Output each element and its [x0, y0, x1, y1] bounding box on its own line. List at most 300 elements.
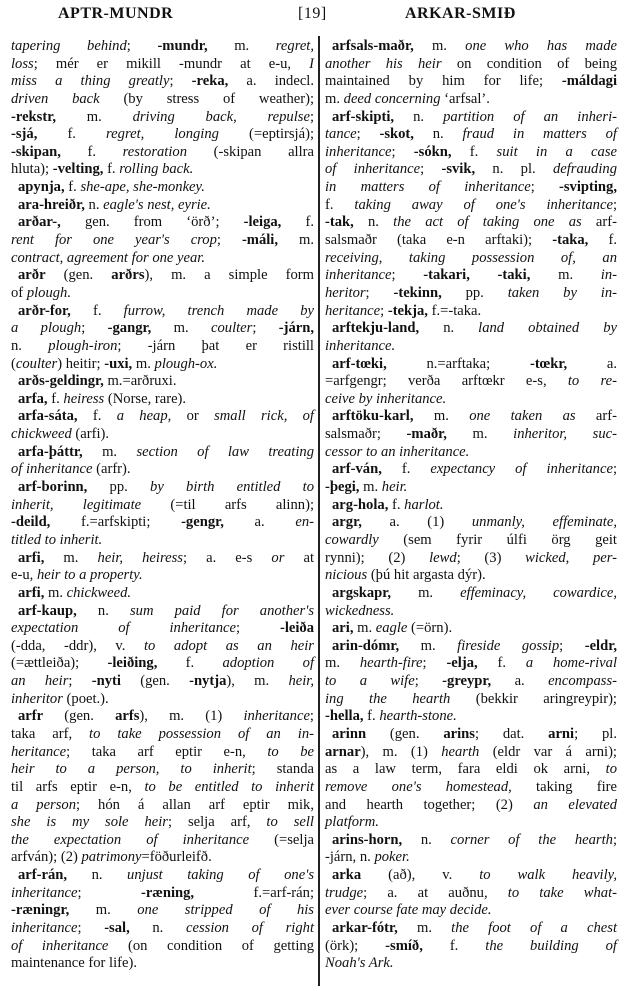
headword: arf-skipti, [332, 108, 395, 125]
plain-text: (arfr). [92, 461, 131, 478]
entry-line [325, 603, 617, 621]
dictionary-entry [11, 585, 314, 603]
headword: -tekja, [387, 302, 428, 319]
headword: -gangr, [107, 320, 152, 337]
definition-text: heritor [325, 284, 366, 301]
definition-text: the building of [485, 937, 617, 954]
plain-text: (gen. [366, 725, 444, 742]
plain-text: n. [67, 867, 128, 884]
dictionary-entry [325, 497, 617, 515]
headword: arg-hola, [332, 496, 389, 513]
headword: arf-ván, [332, 461, 382, 478]
plain-text: n. [11, 337, 49, 354]
definition-text: tapering behind [11, 38, 127, 54]
plain-text: f. [477, 655, 526, 672]
definition-text: an heir [11, 673, 69, 690]
definition-text: heiress [63, 390, 105, 407]
plain-text: n.=arftaka; [386, 355, 530, 372]
entry-line [325, 91, 617, 109]
definition-text: to sell [266, 814, 314, 831]
plain-text: -járn, n. [325, 849, 375, 866]
plain-text: salsmaðr; [325, 426, 407, 443]
plain-text: f. [70, 302, 124, 319]
definition-text: furrow, trench made by [123, 302, 314, 319]
plain-text: salsmaðr (taka e-n arftaki); [325, 232, 553, 249]
headword: -elja, [446, 655, 478, 672]
plain-text: ; [252, 320, 279, 337]
definition-text: inheritance [11, 884, 78, 901]
entry-line [325, 849, 617, 867]
plain-text: f.=arf-rán; [194, 884, 314, 901]
entry-line [11, 832, 314, 850]
definition-text: she is my sole heir [11, 814, 168, 831]
entry-line [11, 285, 314, 303]
dictionary-entry [325, 356, 617, 409]
definition-text: plough-ox. [154, 355, 218, 372]
entry-line [325, 691, 617, 709]
dictionary-entry [325, 408, 617, 461]
definition-text: wickedness. [325, 602, 395, 619]
entry-line [325, 161, 617, 179]
plain-text: gen. from ‘örð’; [60, 214, 244, 231]
plain-text: f. [422, 937, 486, 954]
definition-text: or [271, 549, 285, 566]
plain-text: a. [223, 514, 296, 531]
entry-line [11, 550, 314, 568]
dictionary-entry [11, 708, 314, 867]
headword: arnar [325, 743, 361, 760]
definition-text: fraud in matters of [462, 126, 617, 143]
entry-line [11, 691, 314, 709]
plain-text: m.=arðruxi. [103, 373, 177, 390]
definition-text: heir to a property. [36, 567, 143, 584]
plain-text: ; mér er mikill -mundr at e-u, [33, 55, 310, 72]
definition-text: unjust taking of one's [127, 867, 314, 884]
plain-text: ; pl. [574, 725, 617, 742]
headword: argr, [332, 514, 362, 531]
definition-text: eagle's nest, eyrie. [103, 196, 211, 213]
headword: arfa-þáttr, [18, 443, 83, 460]
headword: -sókn, [413, 143, 452, 160]
plain-text: (on condition of getting [108, 937, 314, 954]
definition-text: en- [295, 514, 314, 531]
entry-line [325, 620, 617, 638]
plain-text: m. [278, 232, 314, 249]
plain-text: (=örn). [407, 620, 453, 637]
plain-text: arfván); (2) [11, 849, 82, 866]
definition-text: inheritance [11, 920, 78, 937]
plain-text: m. [44, 584, 67, 601]
headword: arftöku-karl, [332, 408, 414, 425]
definition-text: coulter [211, 320, 253, 337]
entry-line [11, 144, 314, 162]
plain-text: f. [325, 196, 355, 213]
headword: -greypr, [442, 673, 492, 690]
entry-line [11, 867, 314, 885]
left-column [11, 38, 314, 973]
plain-text: m. [151, 320, 211, 337]
definition-text: hearth-stone. [379, 708, 457, 725]
plain-text: n. [76, 602, 130, 619]
headword: argskapr, [332, 584, 392, 601]
entry-line [11, 426, 314, 444]
dictionary-entry [11, 479, 314, 550]
definition-text: ceive by inheritance. [325, 390, 447, 407]
entry-line [325, 955, 617, 973]
plain-text: ; [81, 320, 108, 337]
headword: arf-borinn, [18, 479, 88, 496]
plain-text: ; taka arf eptir e-n, [66, 743, 268, 760]
entry-line [325, 461, 617, 479]
entry-line [325, 532, 617, 550]
dictionary-entry [325, 514, 617, 585]
plain-text: a. (1) [361, 514, 472, 531]
headword: arfs [115, 708, 140, 725]
plain-text: taka arf, [11, 725, 90, 742]
running-head-right: ARKAR-SMIÐ [405, 5, 516, 22]
plain-text: m. [413, 408, 470, 425]
entry-line [11, 902, 314, 920]
entry-line [11, 461, 314, 479]
plain-text: ; [126, 38, 158, 54]
plain-text: (=til arfs alinn); [141, 496, 314, 513]
plain-text: maintained by him for life; [325, 73, 562, 90]
definition-text: corner of the hearth [450, 831, 613, 848]
entry-line [325, 373, 617, 391]
definition-text: one stripped of his [137, 902, 314, 919]
definition-text: fireside gossip [457, 637, 560, 654]
definition-text: driving back, repulse [132, 108, 310, 125]
definition-text: rent for one year's crop [11, 232, 217, 249]
dictionary-entry [11, 603, 314, 709]
definition-text: she-ape, she-monkey. [80, 179, 205, 196]
plain-text: ; [235, 620, 280, 637]
dictionary-entry [11, 373, 314, 391]
definition-text: in- [600, 267, 618, 284]
plain-text: ), m. a simple form [144, 267, 314, 284]
entry-line [11, 38, 314, 56]
headword: -tekinn, [393, 284, 442, 301]
entry-line [325, 885, 617, 903]
plain-text: m. [391, 584, 461, 601]
plain-text: f. [381, 461, 431, 478]
entry-line [325, 567, 617, 585]
right-column [325, 38, 617, 973]
definition-text: loss [11, 55, 34, 72]
definition-text: harlot. [404, 496, 444, 513]
plain-text: or [171, 408, 215, 425]
entry-line [11, 885, 314, 903]
headword: -smíð, [385, 937, 423, 954]
dictionary-entry [11, 867, 314, 973]
definition-text: contract, agreement for one year. [11, 249, 205, 266]
entry-line [11, 620, 314, 638]
definition-text: to [605, 761, 617, 778]
plain-text: a. [491, 673, 549, 690]
entry-line [11, 338, 314, 356]
headword: arin-dómr, [332, 637, 400, 654]
plain-text: ; a. e-s [182, 549, 272, 566]
plain-text: ; dat. [474, 725, 549, 742]
plain-text: (sem fyrir úlfi örg geit [378, 531, 617, 548]
dictionary-entry [11, 267, 314, 302]
headword: -rekstr, [11, 108, 56, 125]
column-divider [318, 36, 320, 986]
definition-text: to adopt as an heir [144, 637, 314, 654]
definition-text: of inheritance [11, 461, 93, 478]
plain-text: f. [47, 390, 64, 407]
headword: arðr [18, 267, 46, 284]
plain-text: n. [413, 126, 463, 143]
entry-line [11, 161, 314, 179]
dictionary-entry [11, 303, 314, 374]
headword: arni [548, 725, 575, 742]
entry-line [11, 532, 314, 550]
headword: -deild, [11, 514, 51, 531]
plain-text: arf- [575, 408, 617, 425]
definition-text: a home-rival [525, 655, 617, 672]
entry-line [11, 797, 314, 815]
plain-text: f. [157, 655, 223, 672]
plain-text: f.=arfskipti; [50, 514, 182, 531]
plain-text: f. [64, 179, 81, 196]
headword: -þegi, [325, 479, 360, 496]
plain-text: ; [309, 708, 314, 725]
headword: -svik, [441, 161, 476, 178]
entry-line [11, 514, 314, 532]
entry-line [11, 673, 314, 691]
headword: arfi, [18, 549, 45, 566]
definition-text: sum paid for another's [129, 602, 314, 619]
headword: arf-kaup, [18, 602, 77, 619]
headword: ari, [332, 620, 354, 637]
headword: ara-hreiðr, [18, 196, 85, 213]
entry-line [325, 497, 617, 515]
plain-text: n. [402, 831, 451, 848]
entry-line [11, 214, 314, 232]
definition-text: rolling back. [119, 161, 194, 178]
definition-text: expectation of inheritance [11, 620, 236, 637]
plain-text: as a law term, fara eldi ok arni, [325, 761, 606, 778]
headword: arfa-sáta, [18, 408, 78, 425]
plain-text: f. [281, 214, 314, 231]
entry-line [11, 814, 314, 832]
entry-line [11, 585, 314, 603]
plain-text: ), m. [226, 673, 289, 690]
definition-text: plough. [26, 284, 71, 301]
entry-line [325, 356, 617, 374]
entry-line [11, 497, 314, 515]
definition-text: poker. [374, 849, 410, 866]
plain-text: ; [309, 108, 314, 125]
definition-text: heritance [325, 302, 381, 319]
definition-text: to take possession of an in- [89, 725, 315, 742]
headword: arka [332, 867, 362, 884]
entry-line [325, 109, 617, 127]
dictionary-entry [11, 408, 314, 443]
definition-text: titled to inherit. [11, 531, 103, 548]
definition-text: receiving, taking possession of, an [325, 249, 617, 266]
plain-text: (gen. [45, 267, 112, 284]
entry-line [325, 214, 617, 232]
definition-text: land obtained by [478, 320, 617, 337]
headword: -máldagi [561, 73, 617, 90]
definition-text: suit in a case [496, 143, 617, 160]
entry-line [325, 56, 617, 74]
definition-text: Noah's Ark. [325, 955, 394, 972]
headword: arins [443, 725, 475, 742]
dictionary-entry [325, 832, 617, 867]
definition-text: inheritance [243, 708, 310, 725]
definition-text: platform. [325, 814, 379, 831]
definition-text: encompass- [548, 673, 617, 690]
definition-text: heir to a person, to inherit [11, 761, 252, 778]
headword: apynja, [18, 179, 65, 196]
entry-line [11, 373, 314, 391]
definition-text: heir, [288, 673, 314, 690]
plain-text: e-u, [11, 567, 37, 584]
entry-line [11, 603, 314, 621]
definition-text: miss a thing greatly [11, 73, 170, 90]
plain-text: ; [530, 179, 560, 196]
plain-text: =föðurleifð. [141, 849, 212, 866]
definition-text: a person [11, 796, 77, 813]
entry-line [325, 902, 617, 920]
plain-text: maintenance for life). [11, 955, 138, 972]
entry-line [11, 761, 314, 779]
definition-text: inheritance. [325, 337, 396, 354]
plain-text: til arfs eptir e-n, [11, 778, 145, 795]
headword: arfa, [18, 390, 48, 407]
plain-text: m. [132, 355, 155, 372]
definition-text: cowardly [325, 531, 379, 548]
entry-line [325, 391, 617, 409]
headword: -mundr, [157, 38, 208, 54]
definition-text: regret, [275, 38, 315, 54]
headword: -sal, [104, 920, 130, 937]
plain-text: ; a. at auðnu, [363, 884, 508, 901]
plain-text: ; [612, 831, 617, 848]
dictionary-entry [11, 444, 314, 479]
plain-text: on condition of being [441, 55, 617, 72]
plain-text: ‘arfsal’. [440, 90, 490, 107]
plain-text: ; [559, 637, 585, 654]
definition-text: of inheritance [325, 161, 421, 178]
entry-line [325, 673, 617, 691]
definition-text: to be entitled to inherit [144, 778, 314, 795]
entry-line [325, 267, 617, 285]
plain-text: m. [413, 38, 466, 54]
definition-text: inherit, legitimate [11, 496, 142, 513]
plain-text: at [284, 549, 315, 566]
definition-text: heritance [11, 743, 67, 760]
plain-text: a. [567, 355, 617, 372]
plain-text: (Norse, rare). [104, 390, 187, 407]
definition-text: small rick, of [214, 408, 314, 425]
plain-text: n. pl. [475, 161, 553, 178]
entry-line [11, 479, 314, 497]
dictionary-entry [325, 585, 617, 620]
plain-text: (=selja [249, 831, 314, 848]
plain-text: pp. [441, 284, 508, 301]
entry-line [11, 126, 314, 144]
headword: -járn, [278, 320, 315, 337]
definition-text: remove one's homestead, [325, 778, 512, 795]
headword: -tak, [325, 214, 354, 231]
plain-text: n. [84, 196, 104, 213]
plain-text: m. [325, 655, 360, 672]
plain-text: of [11, 284, 27, 301]
definition-text: heir. [381, 479, 408, 496]
definition-text: of inheritance [11, 937, 109, 954]
entry-line [11, 955, 314, 973]
definition-text: the expectation of inheritance [11, 831, 250, 848]
entry-line [11, 109, 314, 127]
entry-line [11, 391, 314, 409]
entry-line [325, 444, 617, 462]
plain-text: ; [391, 267, 424, 284]
definition-text: one taken as [469, 408, 576, 425]
headword: -reka, [191, 73, 229, 90]
definition-text: taken by in- [507, 284, 617, 301]
dictionary-entry [11, 391, 314, 409]
headword: -maðr, [406, 426, 447, 443]
plain-text: (-dda, -ddr), v. [11, 637, 144, 654]
entry-line [11, 849, 314, 867]
definition-text: I [309, 55, 314, 72]
entry-line [325, 744, 617, 762]
headword: -takari, -taki, [423, 267, 531, 284]
definition-text: to be [267, 743, 314, 760]
plain-text: ; (3) [456, 549, 526, 566]
headword: -velting, [52, 161, 104, 178]
plain-text: ; standa [251, 761, 314, 778]
plain-text: f. [451, 143, 497, 160]
entry-line [11, 320, 314, 338]
entry-line [325, 550, 617, 568]
dictionary-entry [325, 109, 617, 321]
entry-line [325, 73, 617, 91]
headword: -leiga, [243, 214, 282, 231]
definition-text: section of law treating [136, 443, 314, 460]
definition-text: to walk heavily, [479, 867, 617, 884]
plain-text: ; [391, 143, 414, 160]
definition-text: the foot of a chest [451, 920, 617, 937]
plain-text: n. [353, 214, 394, 231]
headword: -ræningr, [11, 902, 70, 919]
entry-line [325, 250, 617, 268]
entry-line [325, 761, 617, 779]
plain-text: taking fire [511, 778, 618, 795]
plain-text: m. [69, 902, 138, 919]
headword: -máli, [241, 232, 279, 249]
dictionary-entry [11, 214, 314, 267]
dictionary-entry [325, 920, 617, 973]
headword: arins-horn, [332, 831, 403, 848]
headword: arfi, [18, 584, 45, 601]
entry-line [325, 303, 617, 321]
entry-line [11, 303, 314, 321]
dictionary-entry [11, 38, 314, 179]
plain-text: (-skipan allra [187, 143, 315, 160]
definition-text: lewd [429, 549, 457, 566]
plain-text: f. [363, 708, 380, 725]
entry-line [11, 655, 314, 673]
headword: arfsals-maðr, [332, 38, 414, 54]
entry-line [11, 232, 314, 250]
plain-text: ), m. (1) [139, 708, 244, 725]
plain-text: ; [612, 196, 617, 213]
